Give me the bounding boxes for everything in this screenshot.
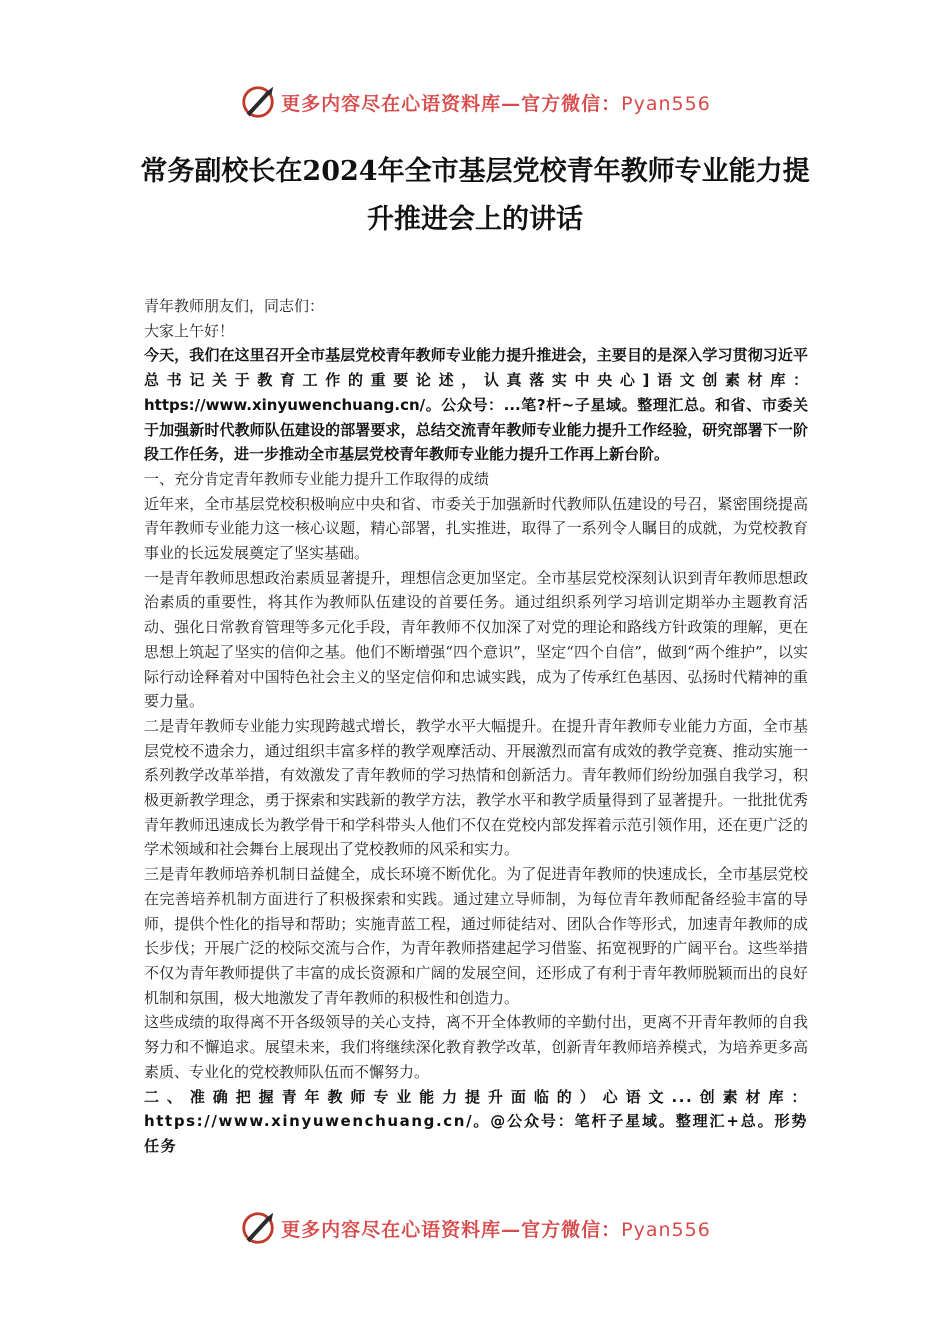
section-heading-1: 一、充分肯定青年教师专业能力提升工作取得的成绩 (144, 469, 490, 488)
document-body (144, 294, 808, 1159)
intro-paragraph: 今天，我们在这里召开全市基层党校青年教师专业能力提升推进会，主要目的是深入学习贯彻习近平总书记关于教育工作的重要论述，认真落实中央心]语文创素材库：https://www.xinyuwenchuang.cn/。公众号：...笔?杆~子星域。整理汇总。和省、市委关于加强新时代教师队伍建设的部署要求，总结交流青年教师专业能力提升工作经验，研究部署下一阶段工作任务，进一步推动全市基层党校青年教师专业能力提升工作再上新台阶。 (144, 346, 808, 464)
banner-text: 更多内容尽在心语资料库—官方微信：Pyan556 (281, 92, 711, 115)
paragraph: 三是青年教师培养机制日益健全，成长环境不断优化。为了促进青年教师的快速成长，全市基层党校在完善培养机制方面进行了积极探索和实践。通过建立导师制，为每位青年教师配备经验丰富的导师，提供个性化的指导和帮助；实施青蓝工程，通过师徒结对、团队合作等形式，加速青年教师的成长步伐；开展广泛的校际交流与合作，为青年教师搭建起学习借鉴、拓宽视野的广阔平台。这些举措不仅为青年教师提供了丰富的成长资源和广阔的发展空间，还形成了有利于青年教师脱颖而出的良好机制和氛围，极大地激发了青年教师的积极性和创造力。 (144, 865, 808, 1007)
banner-wechat-id: Pyan556 (621, 1218, 711, 1241)
quill-pen-logo-icon (239, 83, 277, 121)
header-banner (0, 82, 950, 122)
banner-text: 更多内容尽在心语资料库—官方微信：Pyan556 (281, 1218, 711, 1241)
banner-wechat-id: Pyan556 (621, 92, 711, 115)
quill-pen-logo-icon (239, 1209, 277, 1247)
paragraph: 二是青年教师专业能力实现跨越式增长，教学水平大幅提升。在提升青年教师专业能力方面，全市基层党校不遗余力，通过组织丰富多样的教学观摩活动、开展激烈而富有成效的教学竞赛、推动实施一系列教学改革举措，有效激发了青年教师的学习热情和创新活力。青年教师们纷纷加强自我学习，积极更新教学理念，勇于探索和实践新的教学方法，教学水平和教学质量得到了显著提升。一批批优秀青年教师迅速成长为教学骨干和学科带头人他们不仅在党校内部发挥着示范引领作用，还在更广泛的学术领域和社会舞台上展现出了党校教师的风采和实力。 (144, 716, 808, 859)
paragraph: 近年来，全市基层党校积极响应中央和省、市委关于加强新时代教师队伍建设的号召，紧密围绕提高青年教师专业能力这一核心议题，精心部署，扎实推进，取得了一系列令人瞩目的成就，为党校教育事业的长远发展奠定了坚实基础。 (144, 494, 808, 563)
section-heading-2: 二、准确把握青年教师专业能力提升面临的）心语文...创素材库：https://www.xinyuwenchuang.cn/。@公众号：笔杆子星域。整理汇+总。形势任务 (144, 1087, 808, 1155)
document-title: 常务副校长在2024年全市基层党校青年教师专业能力提升推进会上的讲话 (140, 156, 810, 235)
paragraph: 这些成绩的取得离不开各级领导的关心支持，离不开全体教师的辛勤付出，更离不开青年教师的自我努力和不懈追求。展望未来，我们将继续深化教育教学改革，创新青年教师培养模式，为培养更多高素质、专业化的党校教师队伍而不懈努力。 (144, 1013, 808, 1081)
footer-banner (0, 1208, 950, 1248)
greeting: 大家上午好！ (144, 321, 235, 340)
salutation: 青年教师朋友们，同志们： (144, 297, 325, 315)
paragraph: 一是青年教师思想政治素质显著提升，理想信念更加坚定。全市基层党校深刻认识到青年教师思想政治素质的重要性，将其作为教师队伍建设的首要任务。通过组织系列学习培训定期举办主题教育活动、强化日常教育管理等多元化手段，青年教师不仅加深了对党的理论和路线方针政策的理解，更在思想上筑起了坚实的信仰之基。他们不断增强“四个意识”，坚定“四个自信”，做到“两个维护”，以实际行动诠释着对中国特色社会主义的坚定信仰和忠诚实践，成为了传承红色基因、弘扬时代精神的重要力量。 (144, 568, 808, 711)
